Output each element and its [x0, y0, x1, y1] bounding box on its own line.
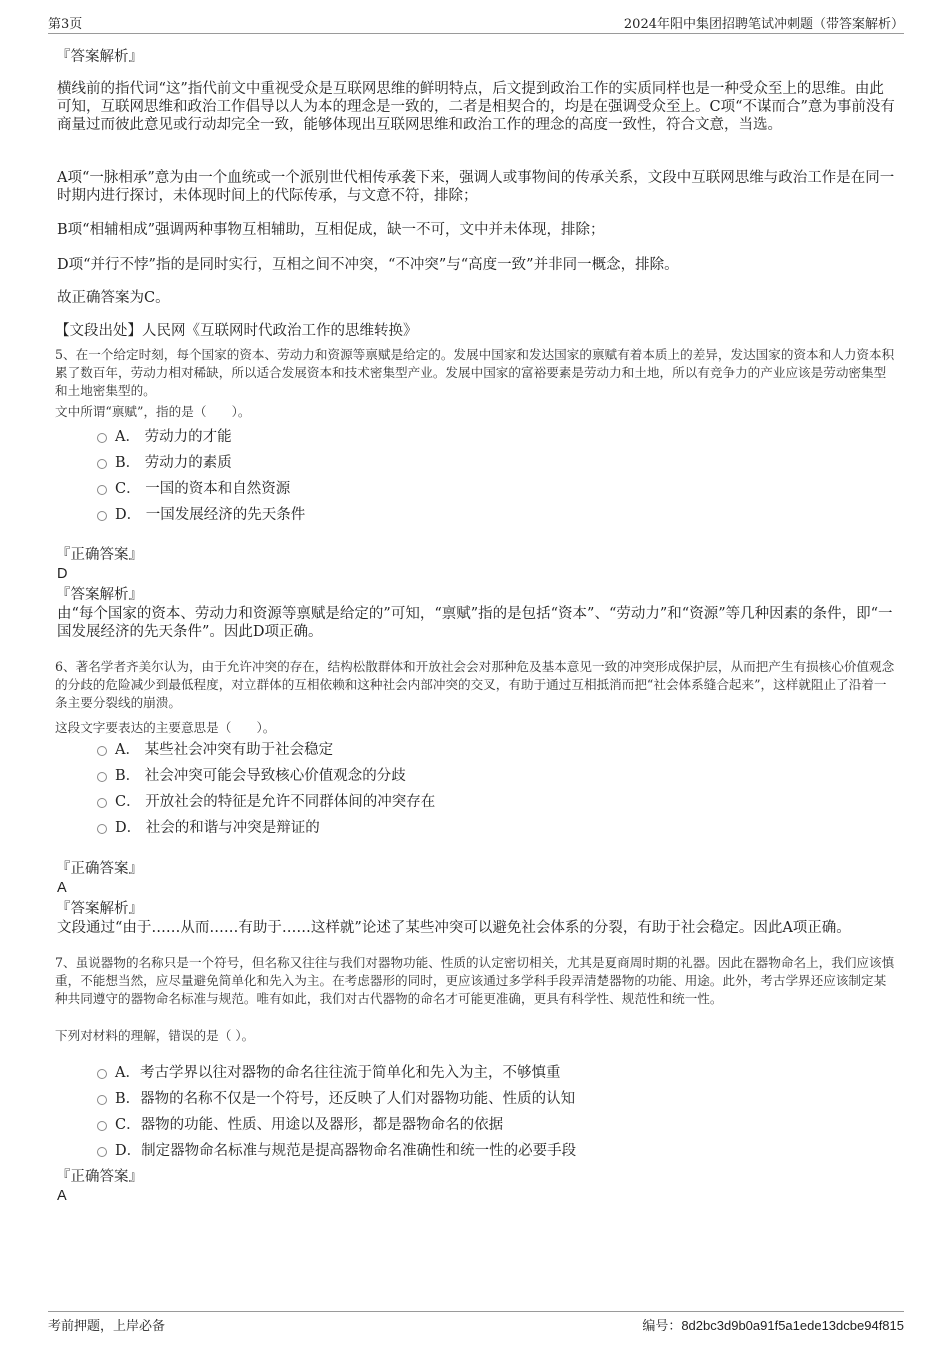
radio-icon[interactable]	[97, 1095, 107, 1105]
q4-conclusion: 故正确答案为C。	[57, 290, 170, 306]
q7-option-d[interactable]: D．制定器物命名标准与规范是提高器物命名准确性和统一性的必要手段	[97, 1142, 576, 1160]
q4-source: 【文段出处】人民网《互联网时代政治工作的思维转换》	[55, 323, 418, 339]
q5-analysis: 由“每个国家的资本、劳动力和资源等禀赋是给定的”可知，“禀赋”指的是包括“资本”、“劳动力”和“资源”等几种因素的条件，即“一国发展经济的先天条件”。因此D项正确。	[57, 606, 893, 640]
q6-option-b[interactable]: B． 社会冲突可能会导致核心价值观念的分歧	[97, 767, 406, 785]
q5-option-b[interactable]: B． 劳动力的素质	[97, 454, 232, 472]
radio-icon[interactable]	[97, 1147, 107, 1157]
q6-option-c[interactable]: C． 开放社会的特征是允许不同群体间的冲突存在	[97, 793, 435, 811]
radio-icon[interactable]	[97, 459, 107, 469]
q6-question: 这段文字要表达的主要意思是（ ）。	[55, 720, 276, 735]
footer-slogan: 考前押题，上岸必备	[48, 1319, 166, 1334]
q4-analysis-label: 『答案解析』	[56, 49, 143, 65]
radio-icon[interactable]	[97, 746, 107, 756]
q5-option-d[interactable]: D． 一国发展经济的先天条件	[97, 506, 305, 524]
q4-analysis-paragraph: 横线前的指代词“这”指代前文中重视受众是互联网思维的鲜明特点，后文提到政治工作的实质同样也是一种受众至上的思维。由此可知，互联网思维和政治工作倡导以人为本的理念是一致的，二者是相契合的，均是在强调受众至上。C项“不谋而合”意为事前没有商量过而彼此意见或行动却完全一致，能够体现出互联网思维和政治工作的理念的高度一致性，符合文意，当选。	[57, 81, 895, 133]
q5-analysis-label: 『答案解析』	[56, 587, 143, 603]
q5-option-a[interactable]: A． 劳动力的才能	[97, 428, 232, 446]
document-code-label: 编号：	[642, 1319, 682, 1334]
q7-answer: A	[57, 1188, 67, 1204]
q6-analysis-label: 『答案解析』	[56, 901, 143, 917]
q7-option-a[interactable]: A．考古学界以往对器物的命名往往流于简单化和先入为主，不够慎重	[97, 1064, 560, 1082]
q4-analysis-option-d: D项“并行不悖”指的是同时实行，互相之间不冲突，“不冲突”与“高度一致”并非同一概念，排除。	[57, 257, 679, 273]
q7-answer-label: 『正确答案』	[56, 1169, 143, 1185]
radio-icon[interactable]	[97, 824, 107, 834]
q7-option-b[interactable]: B．器物的名称不仅是一个符号，还反映了人们对器物功能、性质的认知	[97, 1090, 575, 1108]
q7-stem: 7、虽说器物的名称只是一个符号，但名称又往往与我们对器物功能、性质的认定密切相关，尤其是夏商周时期的礼器。因此在器物命名上，我们应该慎重，不能想当然，应尽量避免简单化和先入为主。在考虑器形的同时，更应该通过多学科手段弄清楚器物的功能、用途。此外，考古学界还应该制定某种共同遵守的器物命名标准与规范。唯有如此，我们对古代器物的命名才可能更准确，更具有科学性、规范性和统一性。	[55, 955, 895, 1006]
q6-answer-label: 『正确答案』	[56, 861, 143, 877]
radio-icon[interactable]	[97, 511, 107, 521]
q6-option-a[interactable]: A． 某些社会冲突有助于社会稳定	[97, 741, 333, 759]
document-code-value: 8d2bc3d9b0a91f5a1ede13dcbe94f815	[681, 1318, 904, 1333]
radio-icon[interactable]	[97, 1121, 107, 1131]
q5-answer-label: 『正确答案』	[56, 547, 143, 563]
radio-icon[interactable]	[97, 433, 107, 443]
page-header	[48, 13, 904, 34]
page-footer	[48, 1311, 904, 1340]
radio-icon[interactable]	[97, 1069, 107, 1079]
q7-option-c[interactable]: C．器物的功能、性质、用途以及器形，都是器物命名的依据	[97, 1116, 503, 1134]
q4-analysis-option-a: A项“一脉相承”意为由一个血统或一个派别世代相传承袭下来，强调人或事物间的传承关系，文段中互联网思维与政治工作是在同一时期内进行探讨，未体现时间上的代际传承，与文意不符，排除；	[57, 170, 895, 204]
q5-option-c[interactable]: C． 一国的资本和自然资源	[97, 480, 290, 498]
q5-question: 文中所谓“禀赋”，指的是（ ）。	[55, 404, 251, 419]
document-code	[642, 1315, 904, 1334]
radio-icon[interactable]	[97, 798, 107, 808]
radio-icon[interactable]	[97, 772, 107, 782]
q5-stem: 5、在一个给定时刻，每个国家的资本、劳动力和资源等禀赋是给定的。发展中国家和发达国家的禀赋有着本质上的差异，发达国家的资本和人力资本积累了数百年，劳动力相对稀缺，所以适合发展资本和技术密集型产业。发展中国家的富裕要素是劳动力和土地，所以有竞争力的产业应该是劳动密集型和土地密集型的。	[55, 347, 895, 398]
document-title: 2024年阳中集团招聘笔试冲刺题（带答案解析）	[623, 17, 904, 32]
radio-icon[interactable]	[97, 485, 107, 495]
q4-analysis-option-b: B项“相辅相成”强调两种事物互相辅助，互相促成，缺一不可，文中并未体现，排除；	[57, 222, 605, 238]
q5-answer: D	[57, 566, 68, 582]
q6-analysis: 文段通过“由于……从而……有助于……这样就”论述了某些冲突可以避免社会体系的分裂，有助于社会稳定。因此A项正确。	[57, 920, 851, 936]
q7-question: 下列对材料的理解，错误的是（ ）。	[55, 1028, 255, 1043]
q6-answer: A	[57, 880, 67, 896]
q6-stem: 6、著名学者齐美尔认为，由于允许冲突的存在，结构松散群体和开放社会会对那种危及基本意见一致的冲突形成保护层，从而把产生有损核心价值观念的分歧的危险减少到最低程度，对立群体的互相依赖和这种社会内部冲突的交叉，有助于通过互相抵消而把“社会体系缝合起来”，这样就阻止了沿着一条主要分裂线的崩溃。	[55, 659, 895, 710]
page-number: 第3页	[48, 17, 83, 32]
q6-option-d[interactable]: D． 社会的和谐与冲突是辩证的	[97, 819, 320, 837]
